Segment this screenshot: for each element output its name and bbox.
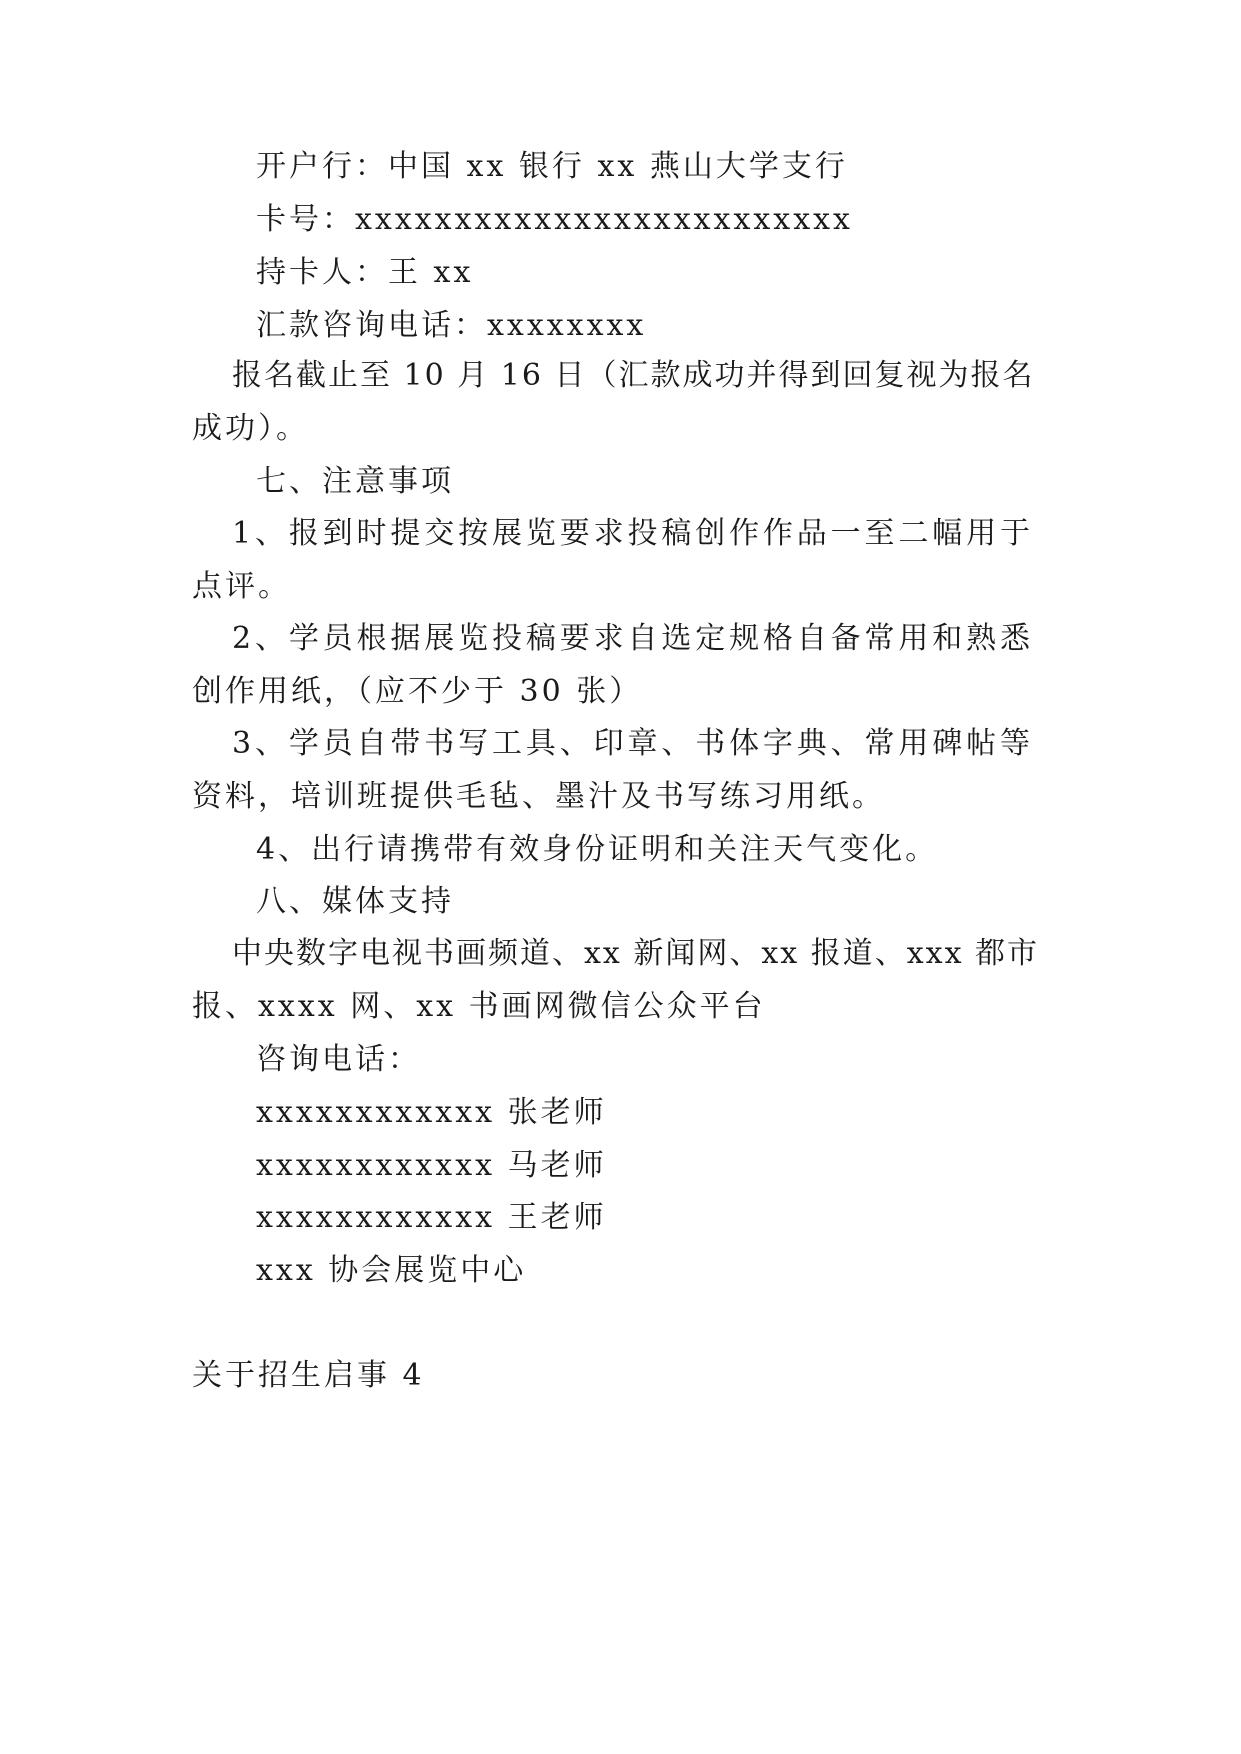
note-4-line: 4、出行请携带有效身份证明和关注天气变化。	[256, 832, 939, 867]
contact-teacher-ma: xxxxxxxxxxxx 马老师	[256, 1148, 607, 1183]
card-number-line: 卡号：xxxxxxxxxxxxxxxxxxxxxxxxx	[256, 202, 853, 237]
note-1-text: 1、报到时提交按展览要求投稿创作作品一至二幅用于	[232, 516, 1032, 551]
contact-teacher-wang: xxxxxxxxxxxx 王老师	[256, 1200, 607, 1235]
note-3-text: 3、学员自带书写工具、印章、书体字典、常用碑帖等	[232, 726, 1032, 761]
media-text: 中央数字电视书画频道、xx 新闻网、xx 报道、xxx 都市	[232, 936, 1040, 971]
note-1-line	[0, 514, 1241, 554]
section-heading-media: 八、媒体支持	[256, 884, 454, 919]
bank-name-line: 开户行：中国 xx 银行 xx 燕山大学支行	[256, 149, 848, 184]
deadline-text: 报名截止至 10 月 16 日（汇款成功并得到回复视为报名	[232, 358, 1035, 393]
note-3-continuation: 资料，培训班提供毛毡、墨汁及书写练习用纸。	[192, 779, 885, 814]
deadline-line	[0, 356, 1241, 396]
media-continuation: 报、xxxx 网、xx 书画网微信公众平台	[192, 989, 766, 1024]
contact-teacher-zhang: xxxxxxxxxxxx 张老师	[256, 1095, 607, 1130]
card-holder-line: 持卡人：王 xx	[256, 255, 474, 290]
contact-heading: 咨询电话：	[256, 1042, 421, 1077]
deadline-continuation: 成功）。	[192, 411, 309, 446]
note-2-continuation: 创作用纸，（应不少于 30 张）	[192, 674, 643, 709]
remittance-phone-line: 汇款咨询电话：xxxxxxxx	[256, 308, 647, 343]
organizer-line: xxx 协会展览中心	[256, 1253, 527, 1288]
note-3-line	[0, 724, 1241, 764]
note-2-line	[0, 619, 1241, 659]
note-2-text: 2、学员根据展览投稿要求自选定规格自备常用和熟悉	[232, 621, 1032, 656]
section-heading-notes: 七、注意事项	[256, 464, 454, 499]
media-line	[0, 934, 1241, 974]
next-article-title: 关于招生启事 4	[192, 1358, 425, 1393]
note-1-continuation: 点评。	[192, 569, 291, 604]
